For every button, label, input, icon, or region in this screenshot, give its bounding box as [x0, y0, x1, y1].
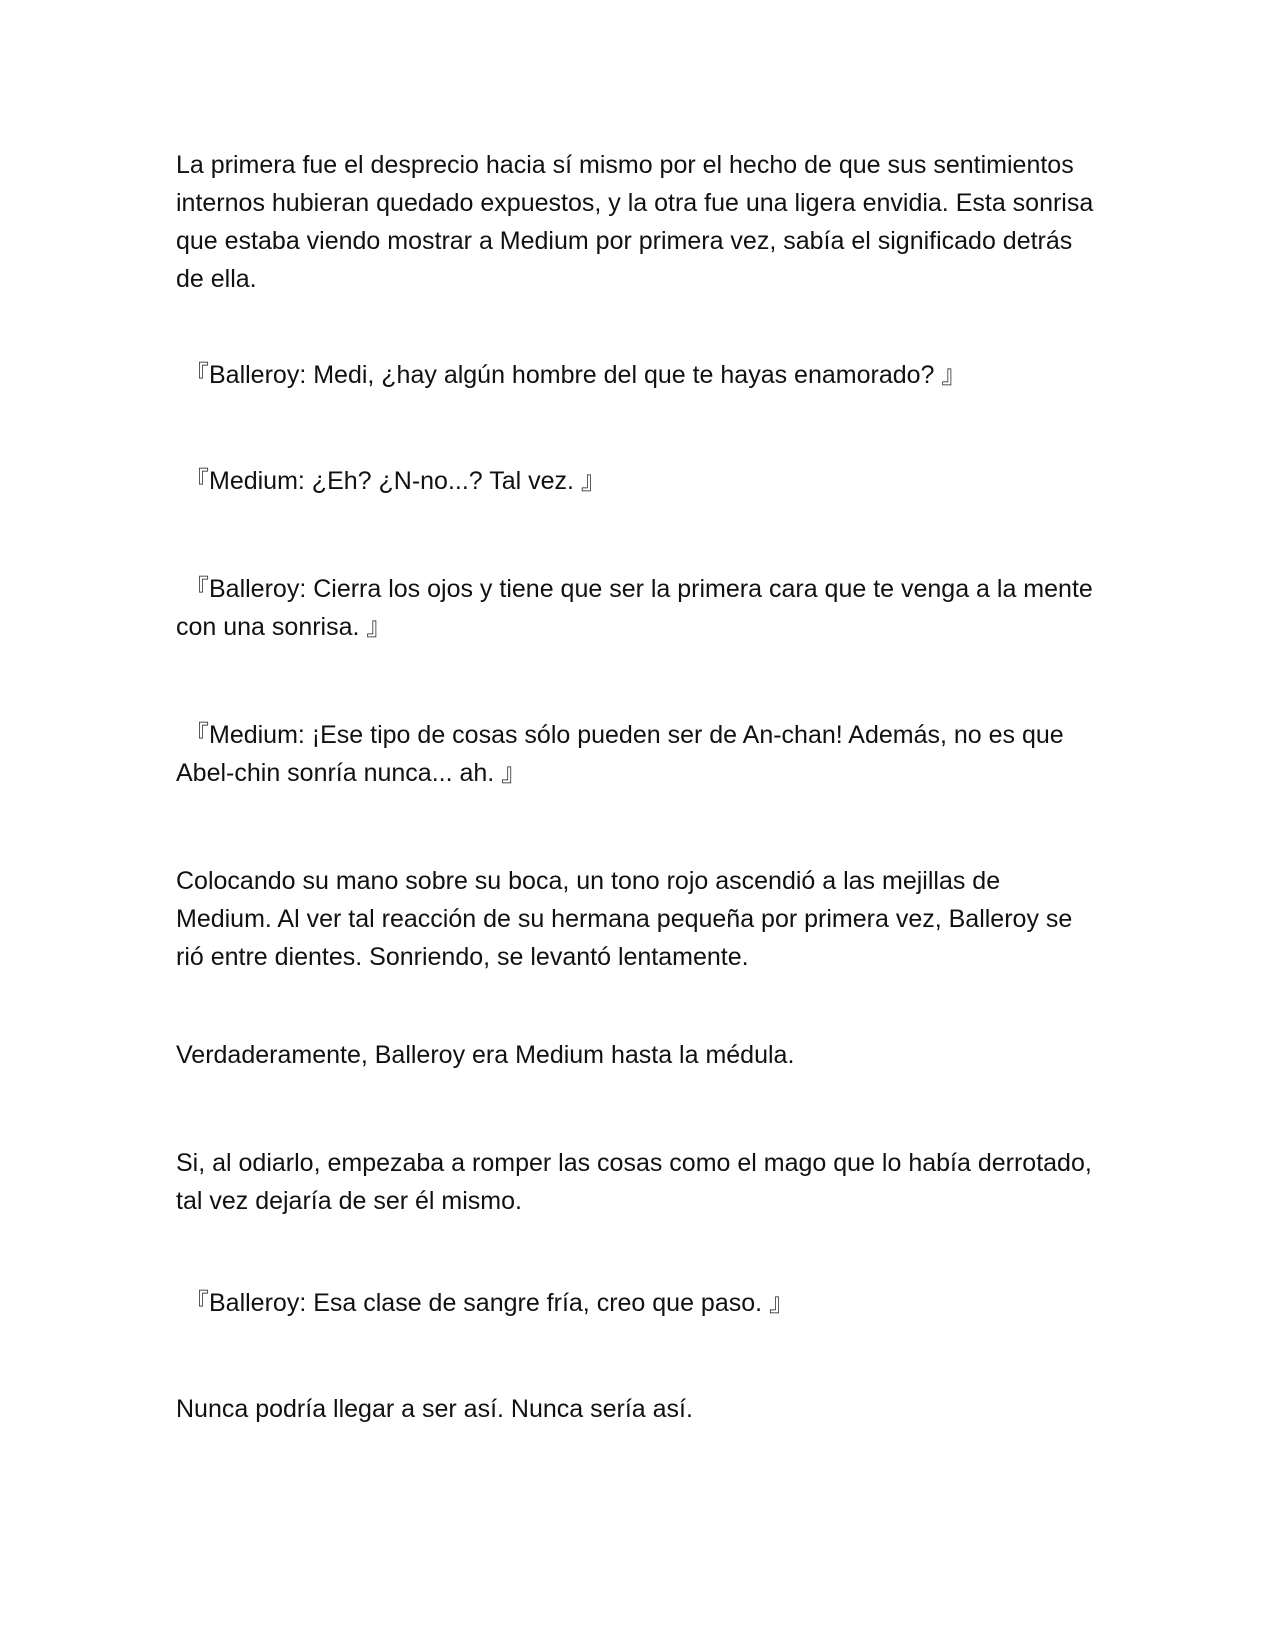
paragraph-narration-2: Colocando su mano sobre su boca, un tono rojo ascendió a las mejillas de Medium. Al ver tal reacción de su hermana pequeña por primera vez, Balleroy se rió entre dientes. Sonriendo, se levantó lentamente. [176, 867, 1073, 971]
dialogue-balleroy-1: 『Balleroy: Medi, ¿hay algún hombre del que te hayas enamorado? 』 [184, 361, 967, 389]
paragraph-narration-3: Verdaderamente, Balleroy era Medium hasta la médula. [176, 1041, 795, 1069]
dialogue-balleroy-2: 『Balleroy: Cierra los ojos y tiene que ser la primera cara que te venga a la mente con una sonrisa. 』 [176, 575, 1093, 641]
dialogue-medium-2: 『Medium: ¡Ese tipo de cosas sólo pueden ser de An-chan! Además, no es que Abel-chin sonría nunca... ah. 』 [176, 721, 1064, 787]
paragraph-narration-1: La primera fue el desprecio hacia sí mismo por el hecho de que sus sentimientos internos hubieran quedado expuestos, y la otra fue una ligera envidia. Esta sonrisa que estaba viendo mostrar a Medium por primera vez, sabía el significado detrás de ella. [176, 151, 1094, 293]
paragraph-narration-4: Si, al odiarlo, empezaba a romper las cosas como el mago que lo había derrotado, tal vez dejaría de ser él mismo. [176, 1149, 1092, 1215]
paragraph-narration-5: Nunca podría llegar a ser así. Nunca sería así. [176, 1395, 693, 1423]
dialogue-balleroy-3: 『Balleroy: Esa clase de sangre fría, creo que paso. 』 [184, 1289, 795, 1317]
dialogue-medium-1: 『Medium: ¿Eh? ¿N-no...? Tal vez. 』 [184, 467, 606, 495]
